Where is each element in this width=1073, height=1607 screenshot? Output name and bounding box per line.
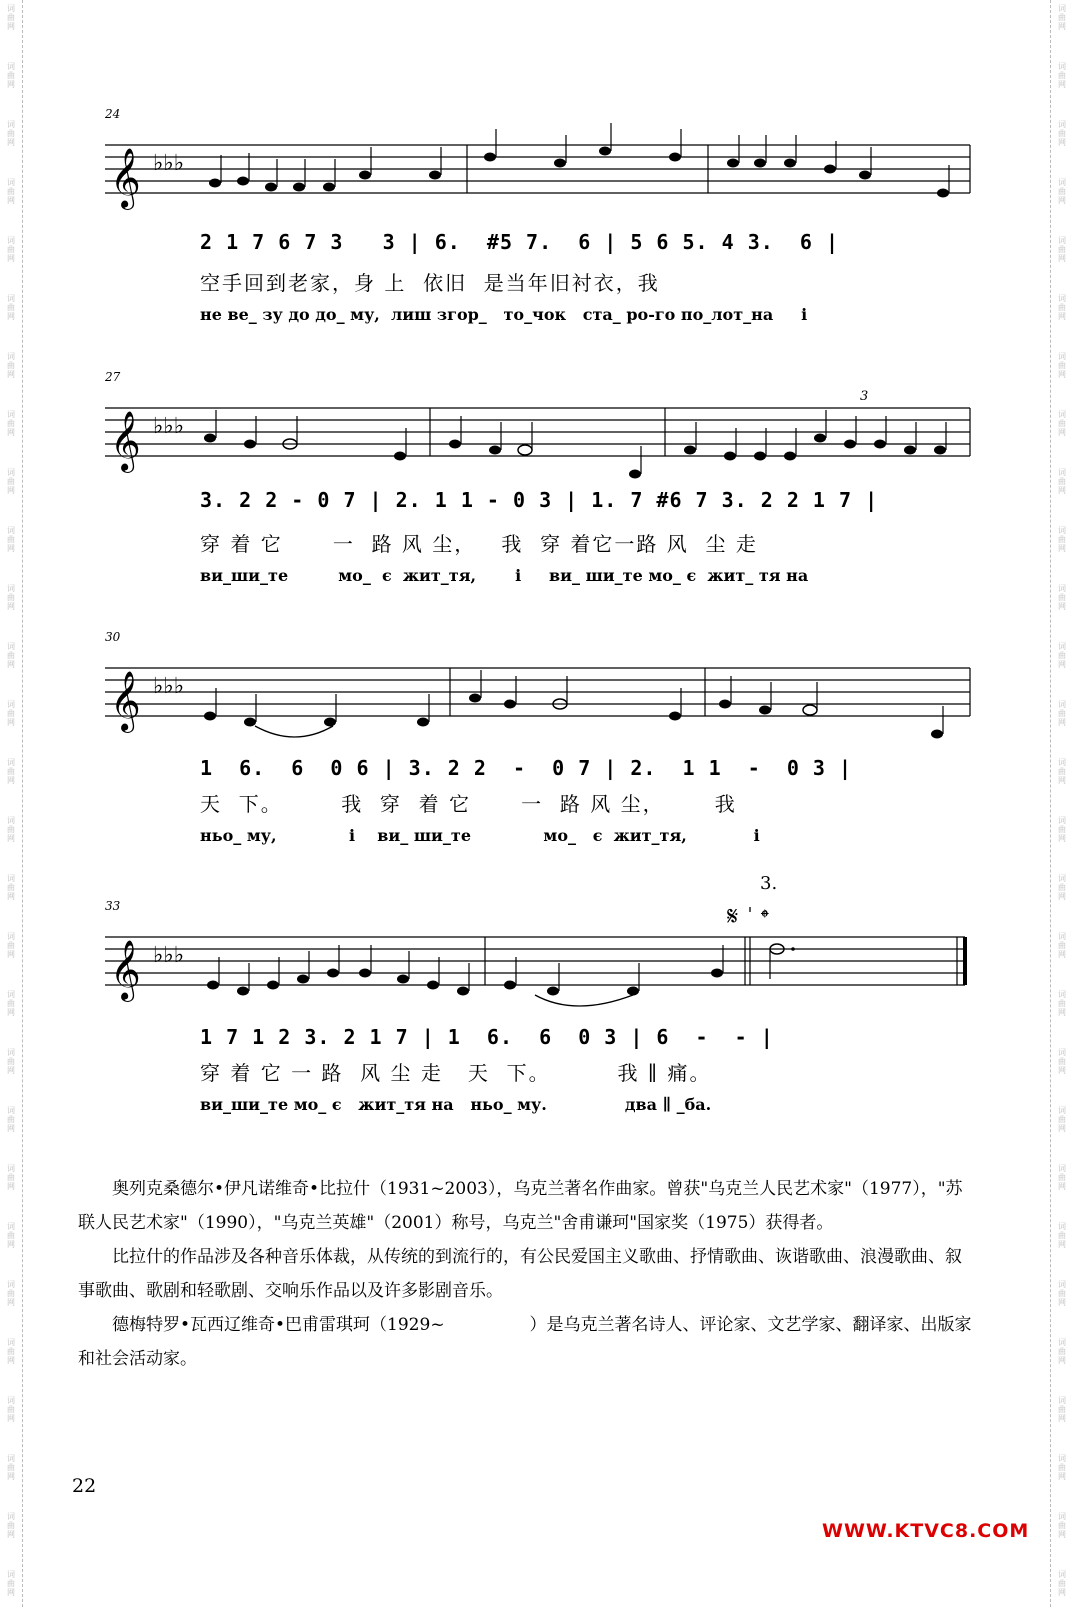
- watermark-text: 词 曲 网: [7, 4, 15, 31]
- watermark-text: 词 曲 网: [1058, 120, 1066, 147]
- watermark-text: 词 曲 网: [7, 990, 15, 1017]
- watermark-text: 词 曲 网: [1058, 990, 1066, 1017]
- watermark-text: 词 曲 网: [1058, 1222, 1066, 1249]
- jianpu-line: 3. 2 2 - 0 7 | 2. 1 1 - 0 3 | 1. 7 #6 7 3. 2 2 1 7 |: [200, 488, 879, 512]
- watermark-text: 词 曲 网: [1058, 642, 1066, 669]
- svg-text:𝄞: 𝄞: [110, 411, 141, 471]
- paragraph: 奥列克桑德尔•伊凡诺维奇•比拉什（1931~2003），乌克兰著名作曲家。曾获"乌克兰人民艺术家"（1977），"苏联人民艺术家"（1990），"乌克兰英雄"（2001）称号，乌克兰"舍甫谦珂"国家奖（1975）获得者。: [78, 1179, 963, 1233]
- score-system-4: [105, 873, 975, 1114]
- watermark-text: 词 曲 网: [7, 700, 15, 727]
- watermark-text: 词 曲 网: [7, 1454, 15, 1481]
- watermark-text: 词 曲 网: [1058, 584, 1066, 611]
- measure-number: 24: [105, 107, 121, 121]
- watermark-text: 词 曲 网: [7, 1222, 15, 1249]
- watermark-text: 词 曲 网: [7, 526, 15, 553]
- staff-notation: [105, 115, 975, 225]
- svg-text:𝄋: 𝄋: [727, 907, 739, 932]
- watermark-text: 词 曲 网: [7, 816, 15, 843]
- measure-number: 27: [105, 370, 121, 384]
- watermark-text: 词 曲 网: [7, 294, 15, 321]
- right-margin-watermark: [1050, 0, 1073, 1607]
- lyrics-chinese: 天 下。 我 穿 着 它 一 路 风 尘， 我: [200, 792, 737, 816]
- watermark-text: 词 曲 网: [1058, 1454, 1066, 1481]
- lyrics-chinese: 穿 着 它 一 路 风 尘 走 天 下。 我 ∥ 痛。: [200, 1061, 712, 1085]
- score-system-3: [105, 630, 975, 845]
- staff: [105, 370, 975, 488]
- biography-text: [78, 1172, 978, 1376]
- site-logo[interactable]: WWW.KTVC8.COM: [822, 1520, 1030, 1542]
- jianpu-line: 1 7 1 2 3. 2 1 7 | 1 6. 6 0 3 | 6 - - |: [200, 1025, 774, 1049]
- staff: [105, 107, 975, 225]
- staff-notation: [105, 638, 975, 748]
- lyrics-ukrainian: ньо_ му, і ви_ ши_те мо_ є жит_тя, і: [200, 826, 760, 845]
- watermark-text: 词 曲 网: [7, 178, 15, 205]
- watermark-text: 词 曲 网: [7, 120, 15, 147]
- staff-notation: [105, 378, 975, 488]
- watermark-text: 词 曲 网: [1058, 62, 1066, 89]
- watermark-text: 词 曲 网: [1058, 1512, 1066, 1539]
- svg-text:𝄌: 𝄌: [761, 907, 769, 931]
- watermark-text: 词 曲 网: [7, 62, 15, 89]
- watermark-text: 词 曲 网: [7, 1280, 15, 1307]
- watermark-text: 词 曲 网: [1058, 468, 1066, 495]
- watermark-text: 词 曲 网: [1058, 1164, 1066, 1191]
- svg-text:3: 3: [860, 389, 869, 404]
- measure-number: 30: [105, 630, 121, 644]
- page-number: 22: [72, 1475, 97, 1497]
- watermark-text: 词 曲 网: [1058, 1280, 1066, 1307]
- watermark-text: 词 曲 网: [1058, 352, 1066, 379]
- watermark-text: 词 曲 网: [1058, 410, 1066, 437]
- watermark-text: 词 曲 网: [1058, 874, 1066, 901]
- watermark-text: 词 曲 网: [7, 468, 15, 495]
- svg-text:♭♭♭: ♭♭♭: [153, 151, 185, 176]
- watermark-text: 词 曲 网: [1058, 1570, 1066, 1597]
- watermark-text: 词 曲 网: [7, 1338, 15, 1365]
- lyrics-ukrainian: ви_ши_те мо_ є жит_тя, і ви_ ши_те мо_ є жит_ тя на: [200, 566, 809, 585]
- left-margin-watermark: [0, 0, 23, 1607]
- staff-notation: [105, 907, 975, 1017]
- watermark-text: 词 曲 网: [1058, 932, 1066, 959]
- watermark-text: 词 曲 网: [7, 410, 15, 437]
- svg-text:♭♭♭: ♭♭♭: [153, 943, 185, 968]
- lyrics-chinese: 空手回到老家，身 上 依旧 是当年旧衬衣，我: [200, 271, 660, 295]
- watermark-text: 词 曲 网: [1058, 1106, 1066, 1133]
- watermark-text: 词 曲 网: [1058, 294, 1066, 321]
- watermark-text: 词 曲 网: [7, 584, 15, 611]
- watermark-text: 词 曲 网: [7, 874, 15, 901]
- svg-text:𝄞: 𝄞: [110, 671, 141, 731]
- paragraph: 德梅特罗•瓦西辽维奇•巴甫雷琪珂（1929~ ）是乌克兰著名诗人、评论家、文艺学家、翻译家、出版家和社会活动家。: [78, 1315, 972, 1369]
- watermark-text: 词 曲 网: [1058, 1048, 1066, 1075]
- svg-text:♭♭♭: ♭♭♭: [153, 414, 185, 439]
- watermark-text: 词 曲 网: [1058, 758, 1066, 785]
- watermark-text: 词 曲 网: [7, 236, 15, 263]
- lyrics-ukrainian: не ве_ зу до до_ му, лиш згор_ то_чок ста_ ро-го по_лот_на і: [200, 305, 808, 324]
- watermark-text: 词 曲 网: [7, 1570, 15, 1597]
- svg-text:𝄞: 𝄞: [110, 148, 141, 208]
- jianpu-line: 2 1 7 6 7 3 3 | 6. #5 7. 6 | 5 6 5. 4 3. 6 |: [200, 230, 840, 254]
- watermark-text: 词 曲 网: [7, 1396, 15, 1423]
- volta-label: 3.: [760, 873, 778, 894]
- staff: [105, 873, 975, 1017]
- measure-number: 33: [105, 899, 121, 913]
- watermark-text: 词 曲 网: [7, 1164, 15, 1191]
- watermark-text: 词 曲 网: [7, 1048, 15, 1075]
- svg-text:♭♭♭: ♭♭♭: [153, 674, 185, 699]
- watermark-text: 词 曲 网: [7, 758, 15, 785]
- watermark-text: 词 曲 网: [1058, 526, 1066, 553]
- paragraph: 比拉什的作品涉及各种音乐体裁，从传统的到流行的，有公民爱国主义歌曲、抒情歌曲、诙谐歌曲、浪漫歌曲、叙事歌曲、歌剧和轻歌剧、交响乐作品以及许多影剧音乐。: [78, 1247, 962, 1301]
- staff: [105, 630, 975, 748]
- watermark-text: 词 曲 网: [7, 1106, 15, 1133]
- watermark-text: 词 曲 网: [1058, 1396, 1066, 1423]
- watermark-text: 词 曲 网: [1058, 816, 1066, 843]
- watermark-text: 词 曲 网: [7, 932, 15, 959]
- score-system-2: [105, 370, 975, 585]
- lyrics-ukrainian: ви_ши_те мо_ є жит_тя на ньо_ му. два ∥ _ба.: [200, 1095, 712, 1114]
- watermark-text: 词 曲 网: [7, 642, 15, 669]
- watermark-text: 词 曲 网: [1058, 178, 1066, 205]
- watermark-text: 词 曲 网: [1058, 236, 1066, 263]
- score-system-1: [105, 107, 975, 324]
- svg-text:𝄞: 𝄞: [110, 940, 141, 1000]
- watermark-text: 词 曲 网: [7, 352, 15, 379]
- watermark-text: 词 曲 网: [1058, 1338, 1066, 1365]
- watermark-text: 词 曲 网: [1058, 4, 1066, 31]
- lyrics-chinese: 穿 着 它 一 路 风 尘， 我 穿 着它一路 风 尘 走: [200, 532, 758, 556]
- watermark-text: 词 曲 网: [7, 1512, 15, 1539]
- jianpu-line: 1 6. 6 0 6 | 3. 2 2 - 0 7 | 2. 1 1 - 0 3 |: [200, 756, 853, 780]
- watermark-text: 词 曲 网: [1058, 700, 1066, 727]
